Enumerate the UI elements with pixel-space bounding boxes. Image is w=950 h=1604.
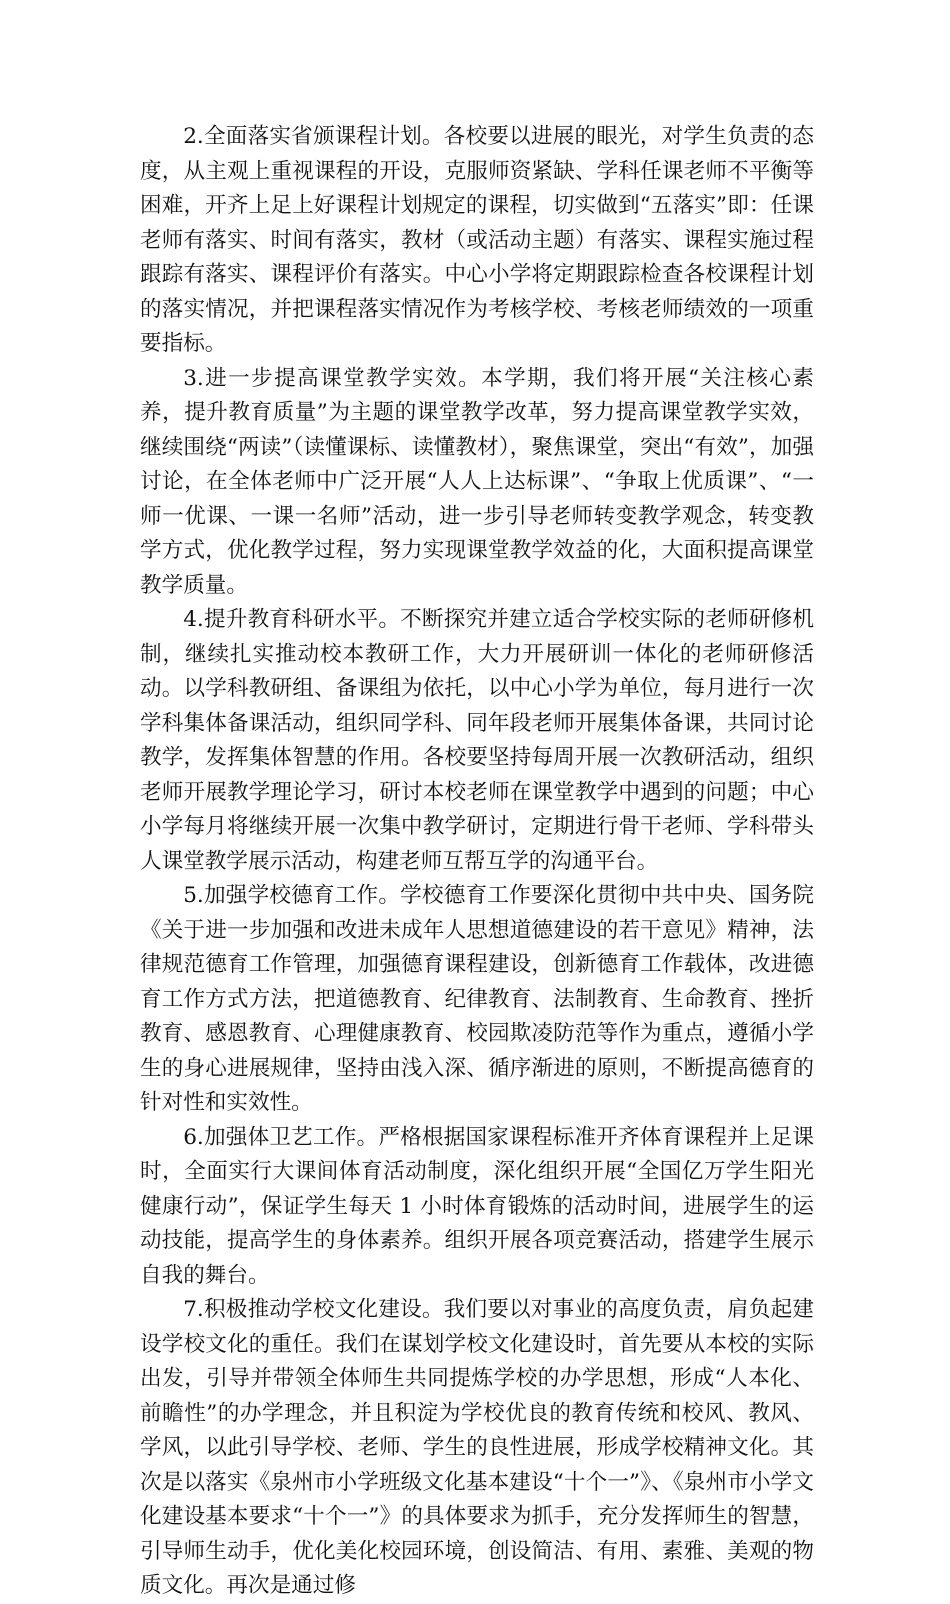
paragraph-moral-education: 5.加强学校德育工作。学校德育工作要深化贯彻中共中央、国务院《关于进一步加强和改进未成年人思想道德建设的若干意见》精神，法律规范德育工作管理，加强德育课程建设，创新德育工作载体，改进德育工作方式方法，把道德教育、纪律教育、法制教育、生命教育、挫折教育、感恩教育、心理健康教育、校园欺凌防范等作为重点，遵循小学生的身心进展规律，坚持由浅入深、循序渐进的原则，不断提高德育的针对性和实效性。 (140, 883, 814, 1115)
document-body (140, 120, 814, 1604)
paragraph-classroom-teaching: 3.进一步提高课堂教学实效。本学期，我们将开展“关注核心素养，提升教育质量”为主题的课堂教学改革，努力提高课堂教学实效，继续围绕“两读”（读懂课标、读懂教材），聚焦课堂，突出“有效”，加强讨论，在全体老师中广泛开展“人人上达标课”、“争取上优质课”、“一师一优课、一课一名师”活动，进一步引导老师转变教学观念，转变教学方式，优化教学过程，努力实现课堂教学效益的化，大面积提高课堂教学质量。 (140, 365, 814, 598)
paragraph-curriculum-plan: 2.全面落实省颁课程计划。各校要以进展的眼光，对学生负责的态度，从主观上重视课程的开设，克服师资紧缺、学科任课老师不平衡等困难，开齐上足上好课程计划规定的课程，切实做到“五落实”即：任课老师有落实、时间有落实，教材（或活动主题）有落实、课程实施过程跟踪有落实、课程评价有落实。中心小学将定期跟踪检查各校课程计划的落实情况，并把课程落实情况作为考核学校、考核老师绩效的一项重要指标。 (140, 124, 814, 356)
paragraph-school-culture: 7.积极推动学校文化建设。我们要以对事业的高度负责，肩负起建设学校文化的重任。我们在谋划学校文化建设时，首先要从本校的实际出发，引导并带领全体师生共同提炼学校的办学思想，形成“人本化、前瞻性”的办学理念，并且积淀为学校优良的教育传统和校风、教风、学风，以此引导学校、老师、学生的良性进展，形成学校精神文化。其次是以落实《泉州市小学班级文化基本建设“十个一”》、《泉州市小学文化建设基本要求“十个一”》的具体要求为抓手，充分发挥师生的智慧，引导师生动手，优化美化校园环境，创设简洁、有用、素雅、美观的物质文化。再次是通过修 (140, 1297, 814, 1598)
paragraph-sports-health-arts: 6.加强体卫艺工作。严格根据国家课程标准开齐体育课程并上足课时，全面实行大课间体育活动制度，深化组织开展“全国亿万学生阳光健康行动”，保证学生每天 1 小时体育锻炼的活动时间，进展学生的运动技能，提高学生的身体素养。组织开展各项竞赛活动，搭建学生展示自我的舞台。 (140, 1124, 814, 1288)
paragraph-research: 4.提升教育科研水平。不断探究并建立适合学校实际的老师研修机制，继续扎实推动校本教研工作，大力开展研训一体化的老师研修活动。以学科教研组、备课组为依托，以中心小学为单位，每月进行一次学科集体备课活动，组织同学科、同年段老师开展集体备课，共同讨论教学，发挥集体智慧的作用。各校要坚持每周开展一次教研活动，组织老师开展教学理论学习，研讨本校老师在课堂教学中遇到的问题；中心小学每月将继续开展一次集中教学研讨，定期进行骨干老师、学科带头人课堂教学展示活动，构建老师互帮互学的沟通平台。 (140, 607, 814, 874)
